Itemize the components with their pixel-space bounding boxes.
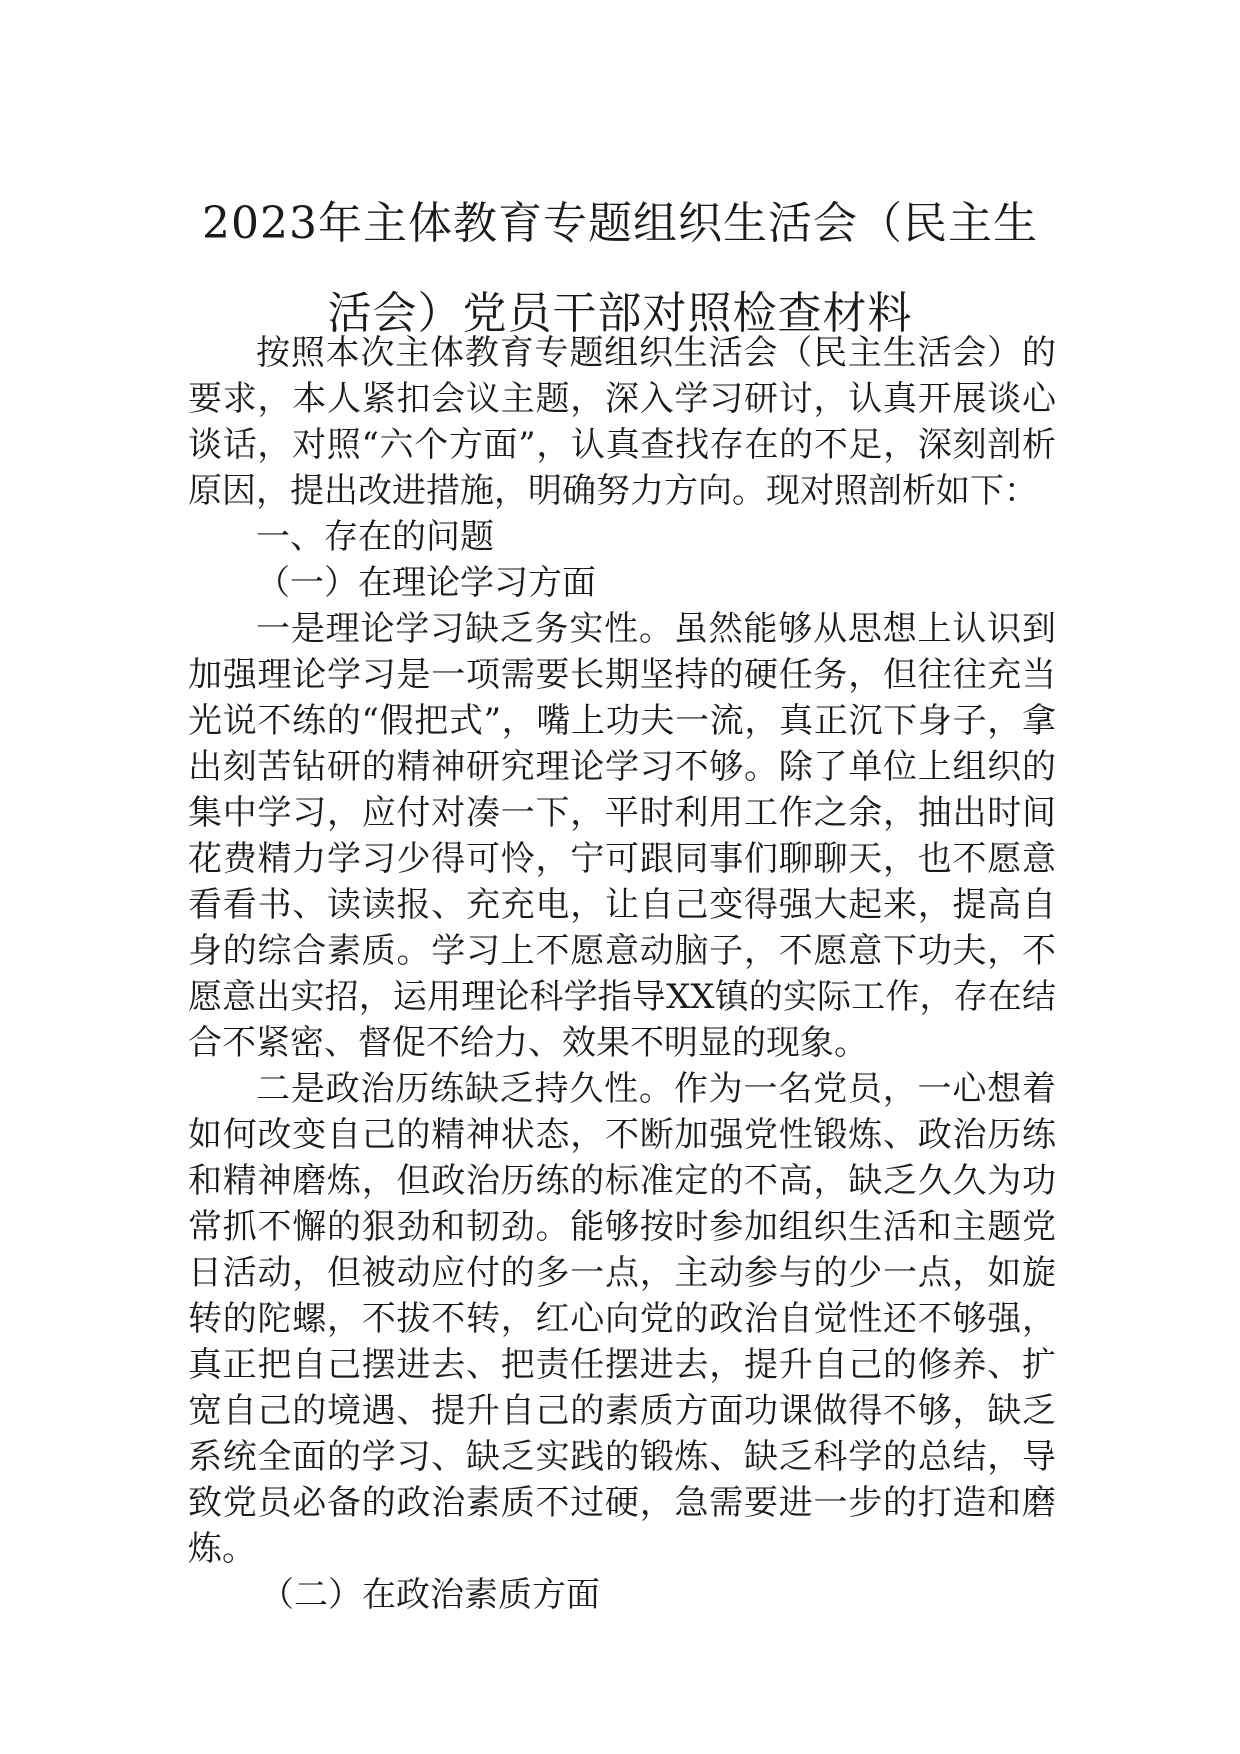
paragraph-theory-study: 一是理论学习缺乏务实性。虽然能够从思想上认识到加强理论学习是一项需要长期坚持的硬任务，但往往充当光说不练的“假把式”，嘴上功夫一流，真正沉下身子，拿出刻苦钻研的精神研究理论学习不够。除了单位上组织的集中学习，应付对凑一下，平时利用工作之余，抽出时间花费精力学习少得可怜，宁可跟同事们聊聊天，也不愿意看看书、读读报、充充电，让自己变得强大起来，提高自身的综合素质。学习上不愿意动脑子，不愿意下功夫，不愿意出实招，运用理论科学指导XX镇的实际工作，存在结合不紧密、督促不给力、效果不明显的现象。: [188, 609, 1056, 1063]
paragraph-political-training: 二是政治历练缺乏持久性。作为一名党员，一心想着如何改变自己的精神状态，不断加强党性锻炼、政治历练和精神磨炼，但政治历练的标准定的不高，缺乏久久为功常抓不懈的狠劲和韧劲。能够按时参加组织生活和主题党日活动，但被动应付的多一点，主动参与的少一点，如旋转的陀螺，不拔不转，红心向党的政治自觉性还不够强，真正把自己摆进去、把责任摆进去，提升自己的修养、扩宽自己的境遇、提升自己的素质方面功课做得不够，缺乏系统全面的学习、缺乏实践的锻炼、缺乏科学的总结，导致党员必备的政治素质不过硬，急需要进一步的打造和磨炼。: [188, 1069, 1056, 1569]
title-line-1: 2023年主体教育专题组织生活会（民主生: [202, 198, 1038, 250]
title-line-2: 活会）党员干部对照检查材料: [327, 288, 913, 340]
intro-paragraph: 按照本次主体教育专题组织生活会（民主生活会）的要求，本人紧扣会议主题，深入学习研讨，认真开展谈心谈话，对照“六个方面”，认真查找存在的不足，深刻剖析原因，提出改进措施，明确努力方向。现对照剖析如下：: [188, 333, 1056, 511]
section-heading-problems: 一、存在的问题: [256, 517, 494, 557]
subsection-heading-theory: （一）在理论学习方面: [256, 563, 596, 603]
subsection-heading-political: （二）在政治素质方面: [260, 1575, 600, 1615]
document-body: [188, 330, 1056, 1618]
